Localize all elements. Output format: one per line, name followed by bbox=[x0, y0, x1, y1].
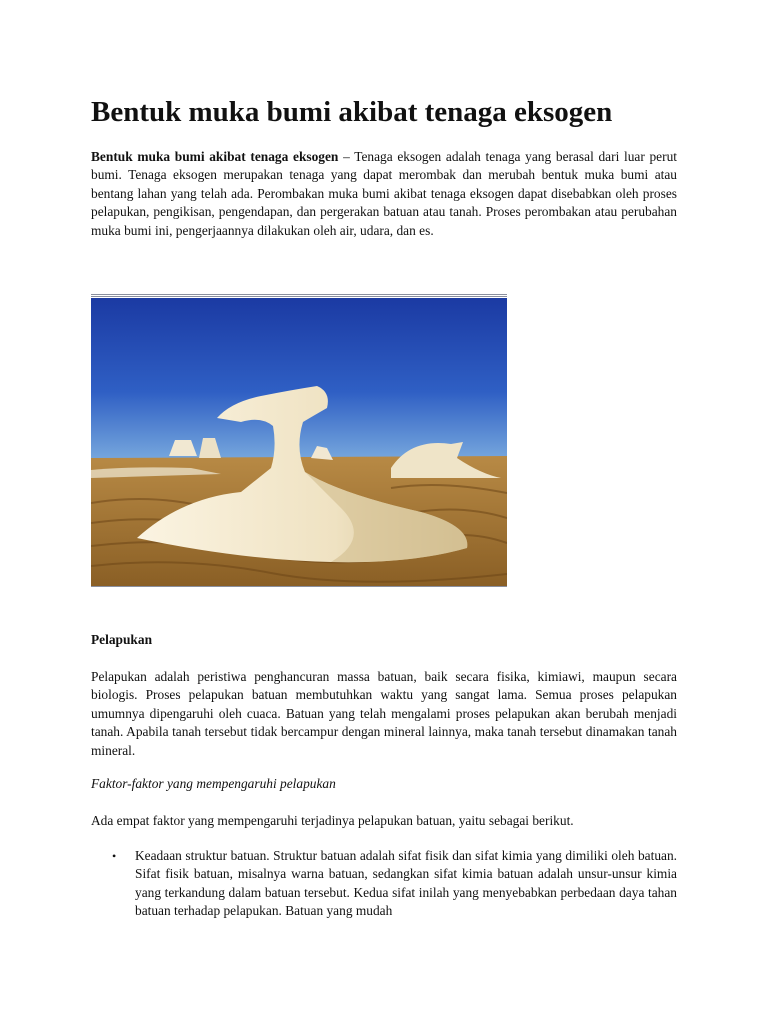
desert-rock-photo bbox=[91, 294, 507, 588]
intro-bold-lead: Bentuk muka bumi akibat tenaga eksogen bbox=[91, 149, 339, 164]
intro-paragraph bbox=[91, 148, 677, 240]
bullet-text: Keadaan struktur batuan. Struktur batuan adalah sifat fisik dan sifat kimia yang dimiliki oleh batuan. Sifat fisik batuan, misalnya warna batuan, sedangkan sifat kimia batuan adalah unsur-unsur kimia yang terkandung dalam batuan tersebut. Kedua sifat inilah yang menyebabkan perbedaan daya tahan batuan terhadap pelapukan. Batuan yang mudah bbox=[135, 848, 677, 919]
figure-top-rule bbox=[91, 294, 507, 295]
photo-illustration bbox=[91, 298, 507, 586]
document-title: Bentuk muka bumi akibat tenaga eksogen bbox=[91, 96, 613, 128]
section-heading: Pelapukan bbox=[91, 632, 153, 647]
lead-sentence: Ada empat faktor yang mempengaruhi terjadinya pelapukan batuan, yaitu sebagai berikut. bbox=[91, 813, 574, 828]
intro-text: – Tenaga eksogen adalah tenaga yang berasal dari luar perut bumi. Tenaga eksogen merupakan tenaga yang dapat merombak dan merubah bentuk muka bumi atau bentang lahan yang telah ada. Perombakan muka bumi akibat tenaga eksogen dapat disebabkan oleh proses pelapukan, pengikisan, pengendapan, dan pergerakan batuan atau tanah. Proses perombakan atau perubahan muka bumi ini, pengerjaannya dilakukan oleh air, udara, dan es. bbox=[91, 149, 677, 238]
section-subheading: Faktor-faktor yang mempengaruhi pelapukan bbox=[91, 776, 336, 791]
figure-bottom-rule bbox=[91, 586, 507, 587]
bullet-marker: • bbox=[112, 849, 117, 863]
figure-top-rule-2 bbox=[91, 296, 507, 297]
section-body: Pelapukan adalah peristiwa penghancuran massa batuan, baik secara fisika, kimiawi, maupun secara biologis. Proses pelapukan batuan membutuhkan waktu yang sangat lama. Semua proses pelapukan umumnya dipengaruhi oleh cuaca. Batuan yang telah mengalami proses pelapukan akan berubah menjadi tanah. Apabila tanah tersebut tidak bercampur dengan mineral lainnya, maka tanah tersebut dinamakan tanah mineral. bbox=[91, 669, 677, 758]
